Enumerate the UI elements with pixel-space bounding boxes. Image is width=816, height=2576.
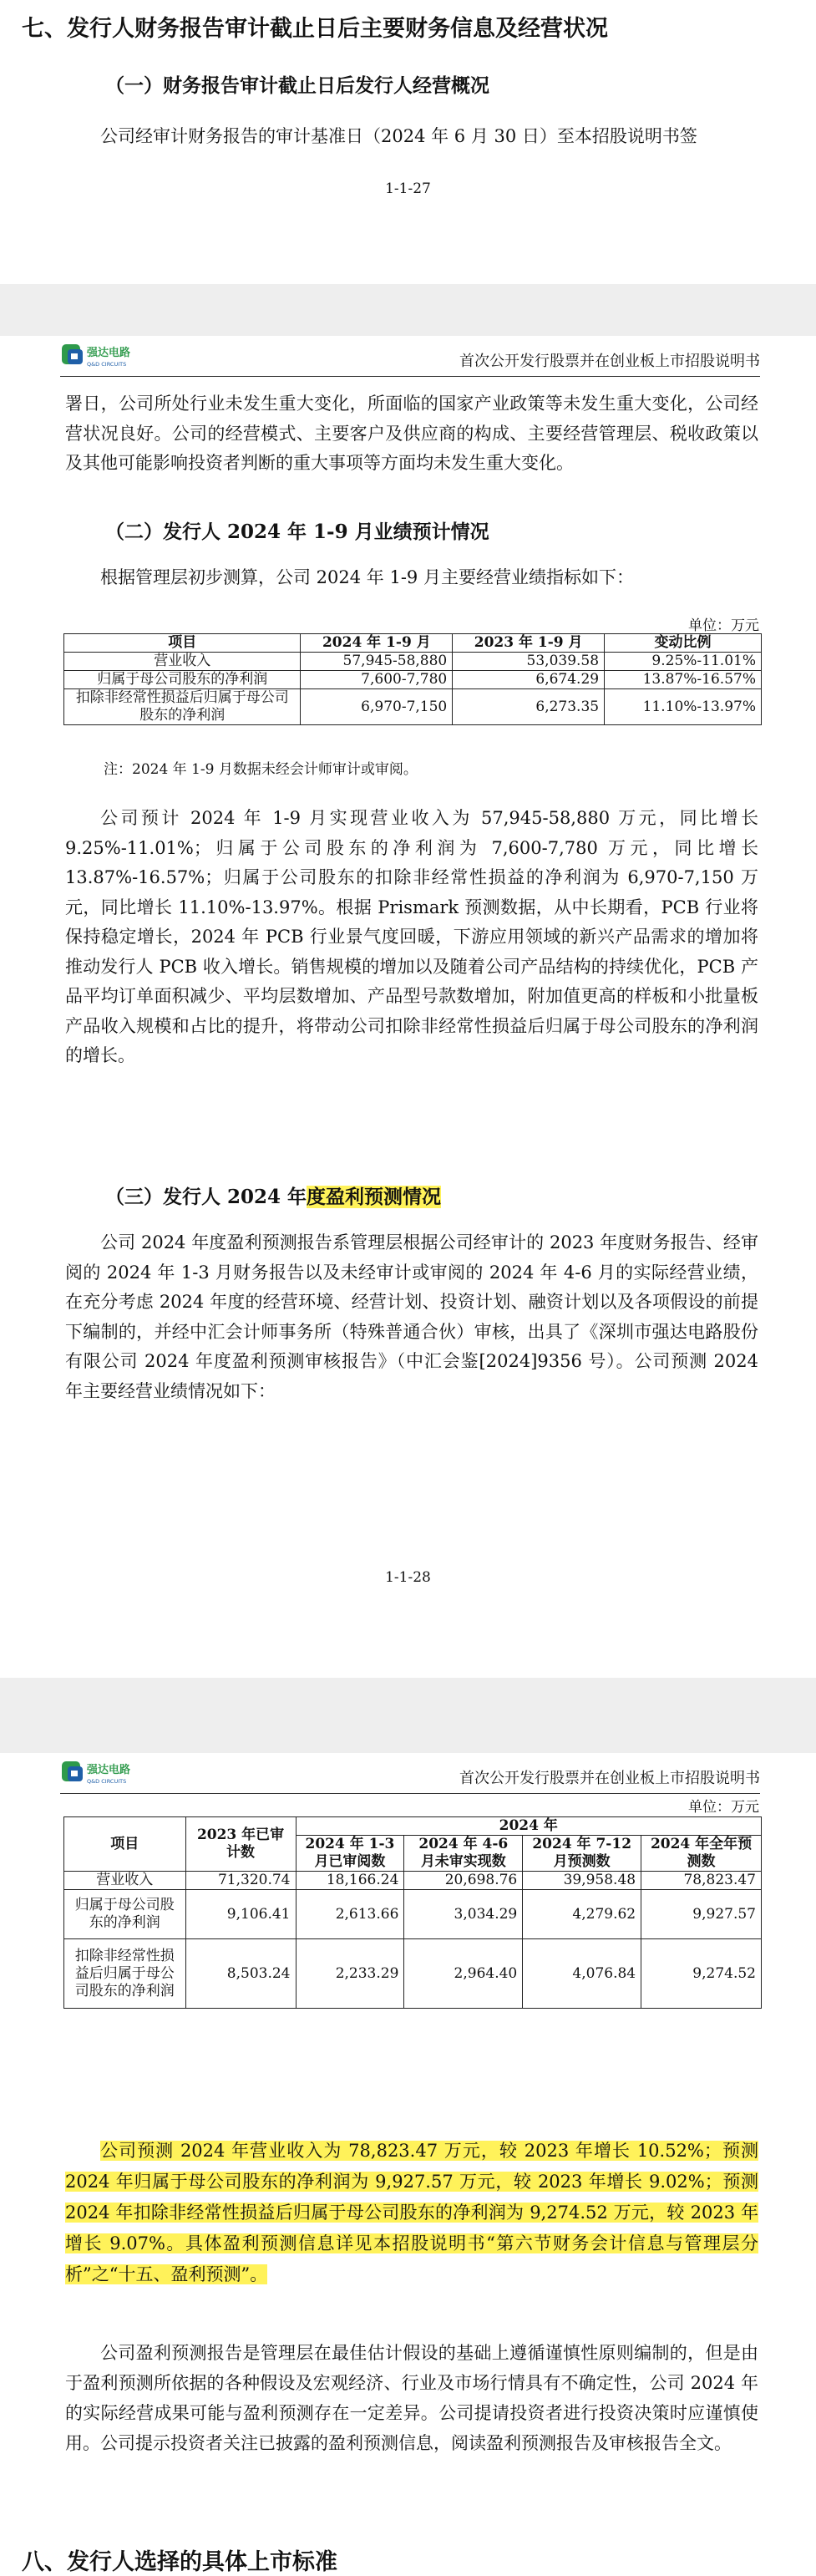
table-header: 项目 [64, 1817, 186, 1872]
page-1 [0, 0, 816, 284]
profit-forecast-table [63, 1816, 762, 2009]
table-cell: 53,039.58 [453, 653, 605, 671]
company-logo-icon [60, 338, 152, 371]
paragraph: 公司盈利预测报告是管理层在最佳估计假设的基础上遵循谨慎性原则编制的，但是由于盈利预测所依据的各种假设及宏观经济、行业及市场行情具有不确定性，公司 2024 年的实际经营成果可能与盈利预测存在一定差异。公司提请投资者进行投资决策时应谨慎使用。公司提示投资者关注已披露的盈利预测信息，阅读盈利预测报告及审核报告全文。 [65, 2343, 758, 2453]
table-cell: 扣除非经常性损益后归属于母公司股东的净利润 [64, 1939, 186, 2009]
table-cell: 57,945-58,880 [301, 653, 453, 671]
table-header: 2024 年 1-3 月已审阅数 [296, 1836, 404, 1872]
page-gap [0, 284, 816, 336]
page-header [60, 1753, 760, 1794]
section-heading: 八、发行人选择的具体上市标准 [22, 2549, 337, 2575]
logo-cn-text: 强达电路 [87, 1764, 131, 1776]
header-title: 首次公开发行股票并在创业板上市招股说明书 [459, 1770, 760, 1787]
paragraph: 公司经审计财务报告的审计基准日（2024 年 6 月 30 日）至本招股说明书签 [100, 126, 697, 146]
table-cell: 78,823.47 [641, 1872, 762, 1890]
paragraph: 根据管理层初步测算，公司 2024 年 1-9 月主要经营业绩指标如下： [100, 567, 634, 587]
table-header: 2024 年 4-6 月未审实现数 [404, 1836, 523, 1872]
table-cell: 9,274.52 [641, 1939, 762, 2009]
table-cell: 7,600-7,780 [301, 671, 453, 689]
table-row [64, 671, 762, 689]
table-cell: 9,927.57 [641, 1890, 762, 1939]
logo-cn-text: 强达电路 [87, 347, 131, 359]
table-header: 项目 [64, 634, 301, 653]
highlight-text: 公司预测 2024 年营业收入为 78,823.47 万元，较 2023 年增长 10.52%；预测 2024 年归属于母公司股东的净利润为 9,927.57 万元，较 2023 年增长 9.02%；预测 2024 年扣除非经常性损益后归属于母公司股东的净利润为 9,274.52 万元，较 2023 年增长 9.07%。具体盈利预测信息详见本招股说明书“第六节财务会计信息与管理层分析”之“十五、盈利预测”。 [65, 2141, 758, 2284]
paragraph: 公司预计 2024 年 1-9 月实现营业收入为 57,945-58,880 万元，同比增长 9.25%-11.01%；归属于公司股东的净利润为 7,600-7,780 万元，同比增长 13.87%-16.57%；归属于公司股东的扣除非经常性损益的净利润为 6,970-7,150 万元，同比增长 11.10%-13.97%。根据 Prismark 预测数据，从中长期看，PCB 行业将保持稳定增长，2024 年 PCB 行业景气度回暖，下游应用领域的新兴产品需求的增加将推动发行人 PCB 收入增长。销售规模的增加以及随着公司产品结构的持续优化，PCB 产品平均订单面积减少、平均层数增加、产品型号款数增加，附加值更高的样板和小批量板产品收入规模和占比的提升，将带动公司扣除非经常性损益后归属于母公司股东的净利润的增长。 [65, 808, 758, 1065]
header-title: 首次公开发行股票并在创业板上市招股说明书 [459, 353, 760, 370]
table-cell: 20,698.76 [404, 1872, 523, 1890]
table-row [64, 1939, 762, 2009]
table-row [64, 653, 762, 671]
heading-part: （三）发行人 2024 年 [105, 1186, 307, 1208]
paragraph: 公司 2024 年度盈利预测报告系管理层根据公司经审计的 2023 年度财务报告、经审阅的 2024 年 1-3 月财务报告以及未经审计或审阅的 2024 年 4-6 月的实际经营业绩，在充分考虑 2024 年度的经营环境、经营计划、投资计划、融资计划以及各项假设的前提下编制的，并经中汇会计师事务所（特殊普通合伙）审核，出具了《深圳市强达电路股份有限公司 2024 年度盈利预测审核报告》（中汇会鉴[2024]9356 号）。公司预测 2024 年主要经营业绩情况如下： [65, 1232, 758, 1401]
table-header: 2024 年 [296, 1817, 762, 1836]
table-header: 2024 年全年预测数 [641, 1836, 762, 1872]
table-cell: 39,958.48 [523, 1872, 641, 1890]
page-gap [0, 1678, 816, 1753]
subsection-heading [105, 1181, 441, 1209]
table-row [64, 689, 762, 725]
table-cell: 8,503.24 [185, 1939, 296, 2009]
table-header: 2023 年 1-9 月 [453, 634, 605, 653]
logo-en-text: Q&D CIRCUITS [87, 361, 127, 368]
table-header: 2023 年已审计数 [185, 1817, 296, 1872]
table-cell: 归属于母公司股东的净利润 [64, 671, 301, 689]
page-number: 1-1-27 [385, 180, 431, 197]
table-cell: 6,970-7,150 [301, 689, 453, 725]
table-cell: 18,166.24 [296, 1872, 404, 1890]
table-cell: 扣除非经常性损益后归属于母公司股东的净利润 [64, 689, 301, 725]
logo-en-text: Q&D CIRCUITS [87, 1778, 127, 1785]
table-cell: 营业收入 [64, 653, 301, 671]
section-heading: 七、发行人财务报告审计截止日后主要财务信息及经营状况 [22, 16, 608, 42]
unit-label: 单位：万元 [688, 1799, 759, 1816]
company-logo-icon [60, 1755, 152, 1788]
performance-table-1-9 [63, 633, 762, 725]
table-cell: 13.87%-16.57% [605, 671, 762, 689]
paragraph: 署日，公司所处行业未发生重大变化，所面临的国家产业政策等未发生重大变化，公司经营状况良好。公司的经营模式、主要客户及供应商的构成、主要经营管理层、税收政策以及其他可能影响投资者判断的重大事项等方面均未发生重大变化。 [65, 394, 758, 473]
table-cell: 归属于母公司股东的净利润 [64, 1890, 186, 1939]
unit-label: 单位：万元 [688, 617, 759, 634]
table-cell: 9,106.41 [185, 1890, 296, 1939]
table-cell: 9.25%-11.01% [605, 653, 762, 671]
table-cell: 营业收入 [64, 1872, 186, 1890]
highlighted-paragraph [65, 2136, 758, 2290]
page-header [60, 336, 760, 377]
heading-highlight: 度盈利预测情况 [307, 1186, 442, 1208]
table-cell: 2,613.66 [296, 1890, 404, 1939]
table-cell: 6,674.29 [453, 671, 605, 689]
table-cell: 71,320.74 [185, 1872, 296, 1890]
table-cell: 4,076.84 [523, 1939, 641, 2009]
table-row [64, 1872, 762, 1890]
table-note: 注：2024 年 1-9 月数据未经会计师审计或审阅。 [104, 761, 418, 778]
table-cell: 2,233.29 [296, 1939, 404, 2009]
table-row [64, 1890, 762, 1939]
table-cell: 3,034.29 [404, 1890, 523, 1939]
subsection-heading: （一）财务报告审计截止日后发行人经营概况 [105, 74, 489, 97]
page-2 [0, 336, 816, 1678]
table-cell: 6,273.35 [453, 689, 605, 725]
page-number: 1-1-28 [385, 1569, 431, 1586]
table-cell: 2,964.40 [404, 1939, 523, 2009]
table-header: 2024 年 1-9 月 [301, 634, 453, 653]
page-3 [0, 1753, 816, 2575]
table-header: 2024 年 7-12 月预测数 [523, 1836, 641, 1872]
table-cell: 4,279.62 [523, 1890, 641, 1939]
table-cell: 11.10%-13.97% [605, 689, 762, 725]
table-header: 变动比例 [605, 634, 762, 653]
subsection-heading: （二）发行人 2024 年 1-9 月业绩预计情况 [105, 521, 489, 543]
